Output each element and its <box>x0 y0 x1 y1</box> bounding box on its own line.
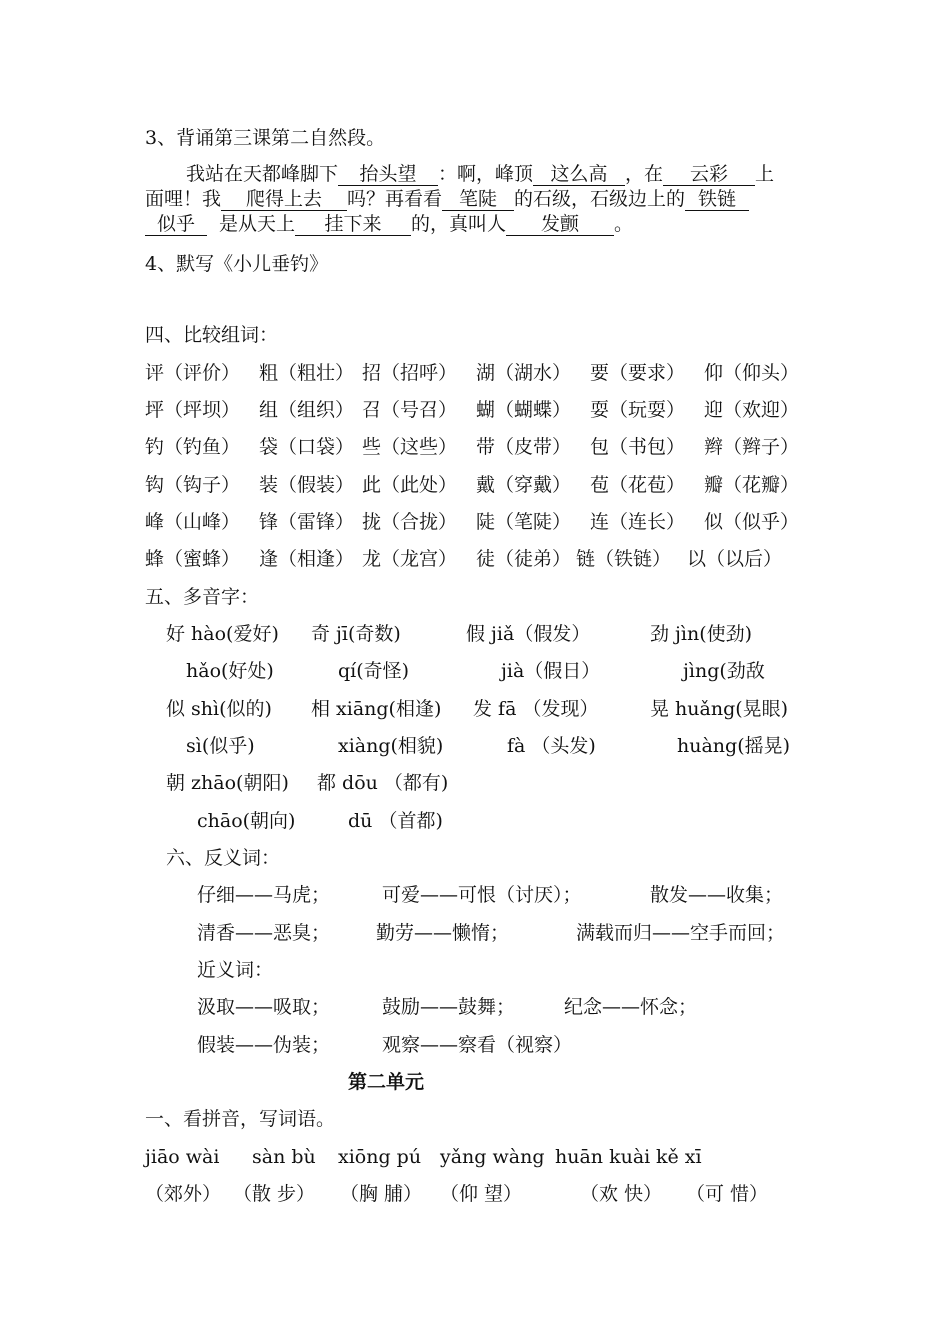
blank-answer: 爬得上去 <box>221 188 347 211</box>
polyphone-entry: qí(奇怪) <box>338 660 410 682</box>
word-pair: 蝴（蝴蝶） <box>476 399 572 421</box>
word-pair: 陡（笔陡） <box>476 511 572 533</box>
blank-answer: 似乎 <box>145 213 207 236</box>
pinyin-prompt: huān kuài <box>555 1146 651 1168</box>
word-pair: 以（以后） <box>687 548 783 570</box>
polyphone-entry: 好 hào(爱好) <box>166 623 279 645</box>
polyphone-entry: hǎo(好处) <box>186 660 274 682</box>
antonym-pair: 可爱——可恨（讨厌）； <box>382 884 582 906</box>
word-pair: 耍（玩耍） <box>590 399 686 421</box>
antonym-heading: 六、反义词： <box>166 847 281 869</box>
antonym-pair: 勤劳——懒惰； <box>376 922 510 944</box>
answer-word: （可 惜） <box>686 1183 769 1205</box>
synonym-pair: 鼓励——鼓舞； <box>382 996 516 1018</box>
antonym-pair: 仔细——马虎； <box>197 884 331 906</box>
word-pair: 苞（花苞） <box>590 474 686 496</box>
text: ，在 <box>625 163 664 185</box>
polyphone-entry: jìng(劲敌 <box>683 660 765 682</box>
polyphone-entry: 似 shì(似的) <box>166 698 272 720</box>
pinyin-prompt: sàn bù <box>252 1146 316 1168</box>
synonym-heading: 近义词： <box>197 959 274 981</box>
word-pair: 装（假装） <box>259 474 355 496</box>
polyphone-entry: 朝 zhāo(朝阳) <box>166 772 289 794</box>
synonym-pair: 汲取——吸取； <box>197 996 331 1018</box>
word-pair: 要（要求） <box>590 362 686 384</box>
synonym-pair: 假装——伪装； <box>197 1034 331 1056</box>
blank-answer: 发颤 <box>506 213 614 236</box>
polyphone-entry: 都 dōu （都有) <box>317 772 449 794</box>
word-pair: 招（招呼） <box>362 362 458 384</box>
word-pair: 粗（粗壮） <box>259 362 355 384</box>
blank-answer: 笔陡 <box>442 188 514 211</box>
synonym-pair: 观察——察看（视察） <box>382 1034 573 1056</box>
answer-word: （欢 快） <box>580 1183 663 1205</box>
polyphone-entry: sì(似乎) <box>186 735 255 757</box>
pinyin-prompt: jiāo wài <box>145 1146 220 1168</box>
answer-word: （仰 望） <box>440 1183 523 1205</box>
word-pair: 连（连长） <box>590 511 686 533</box>
text: 面哩！我 <box>145 188 222 210</box>
word-pair: 拢（合拢） <box>362 511 458 533</box>
polyphone-entry: fà （头发) <box>507 735 596 757</box>
word-pair: 峰（山峰） <box>145 511 241 533</box>
compare-words-heading: 四、比较组词： <box>145 324 279 346</box>
polyphone-entry: dū （首都) <box>348 810 443 832</box>
word-pair: 此（此处） <box>362 474 458 496</box>
polyphone-entry: jià（假日） <box>501 660 601 682</box>
text: 上 <box>755 163 775 185</box>
recite-heading: 3、背诵第三课第二自然段。 <box>145 127 386 149</box>
synonym-pair: 纪念——怀念； <box>564 996 698 1018</box>
word-pair: 蜂（蜜蜂） <box>145 548 241 570</box>
polyphone-entry: 假 jiǎ（假发） <box>466 623 591 645</box>
answer-word: （胸 脯） <box>340 1183 423 1205</box>
text: 。 <box>614 213 634 235</box>
word-pair: 带（皮带） <box>476 436 572 458</box>
word-pair: 些（这些） <box>362 436 458 458</box>
word-pair: 坪（坪坝） <box>145 399 241 421</box>
word-pair: 仰（仰头） <box>704 362 800 384</box>
pinyin-prompt: xiōng pú <box>338 1146 422 1168</box>
word-pair: 召（号召） <box>362 399 458 421</box>
word-pair: 瓣（花瓣） <box>704 474 800 496</box>
word-pair: 龙（龙宫） <box>362 548 458 570</box>
word-pair: 链（铁链） <box>576 548 672 570</box>
word-pair: 逢（相逢） <box>259 548 355 570</box>
blank-answer: 挂下来 <box>295 213 411 236</box>
antonym-pair: 满载而归——空手而回； <box>576 922 786 944</box>
antonym-pair: 清香——恶臭； <box>197 922 331 944</box>
pinyin-exercise-heading: 一、看拼音，写词语。 <box>145 1108 336 1130</box>
word-pair: 评（评价） <box>145 362 241 384</box>
word-pair: 锋（雷锋） <box>259 511 355 533</box>
polyphone-entry: 相 xiāng(相逢) <box>311 698 442 720</box>
text: 我站在天都峰脚下 <box>186 163 339 185</box>
text: 是从天上 <box>219 213 296 235</box>
unit-title: 第二单元 <box>348 1071 425 1093</box>
polyphone-entry: 发 fā （发现） <box>473 698 599 720</box>
polyphone-entry: xiàng(相貌) <box>338 735 444 757</box>
passage-line-1 <box>186 162 774 186</box>
word-pair: 钓（钓鱼） <box>145 436 241 458</box>
word-pair: 包（书包） <box>590 436 686 458</box>
blank-answer: 抬头望 <box>338 163 438 186</box>
passage-line-3 <box>145 212 633 236</box>
word-pair: 似（似乎） <box>704 511 800 533</box>
polyphone-entry: huàng(摇晃) <box>677 735 791 757</box>
polyphone-heading: 五、多音字： <box>145 586 260 608</box>
text: 吗？再看看 <box>347 188 443 210</box>
word-pair: 辫（辫子） <box>704 436 800 458</box>
word-pair: 组（组织） <box>259 399 355 421</box>
polyphone-entry: 劲 jìn(使劲) <box>650 623 753 645</box>
polyphone-entry: 晃 huǎng(晃眼) <box>650 698 789 720</box>
passage-line-2 <box>145 187 749 211</box>
word-pair: 徒（徒弟） <box>476 548 572 570</box>
text: 的石级，石级边上的 <box>514 188 686 210</box>
pinyin-prompt: kě xī <box>656 1146 702 1168</box>
blank-answer: 这么高 <box>533 163 625 186</box>
pinyin-prompt: yǎng wàng <box>440 1146 545 1168</box>
blank-answer: 铁链 <box>685 188 749 211</box>
text: ：啊，峰顶 <box>438 163 534 185</box>
polyphone-entry: 奇 jī(奇数) <box>311 623 401 645</box>
dictation-heading: 4、默写《小儿垂钓》 <box>145 253 329 275</box>
word-pair: 戴（穿戴） <box>476 474 572 496</box>
blank-answer: 云彩 <box>663 163 755 186</box>
word-pair: 迎（欢迎） <box>704 399 800 421</box>
word-pair: 钩（钩子） <box>145 474 241 496</box>
word-pair: 湖（湖水） <box>476 362 572 384</box>
antonym-pair: 散发——收集； <box>650 884 784 906</box>
answer-word: （散 步） <box>233 1183 316 1205</box>
polyphone-entry: chāo(朝向) <box>197 810 296 832</box>
answer-word: （郊外） <box>145 1183 222 1205</box>
word-pair: 袋（口袋） <box>259 436 355 458</box>
text: 的，真叫人 <box>411 213 507 235</box>
